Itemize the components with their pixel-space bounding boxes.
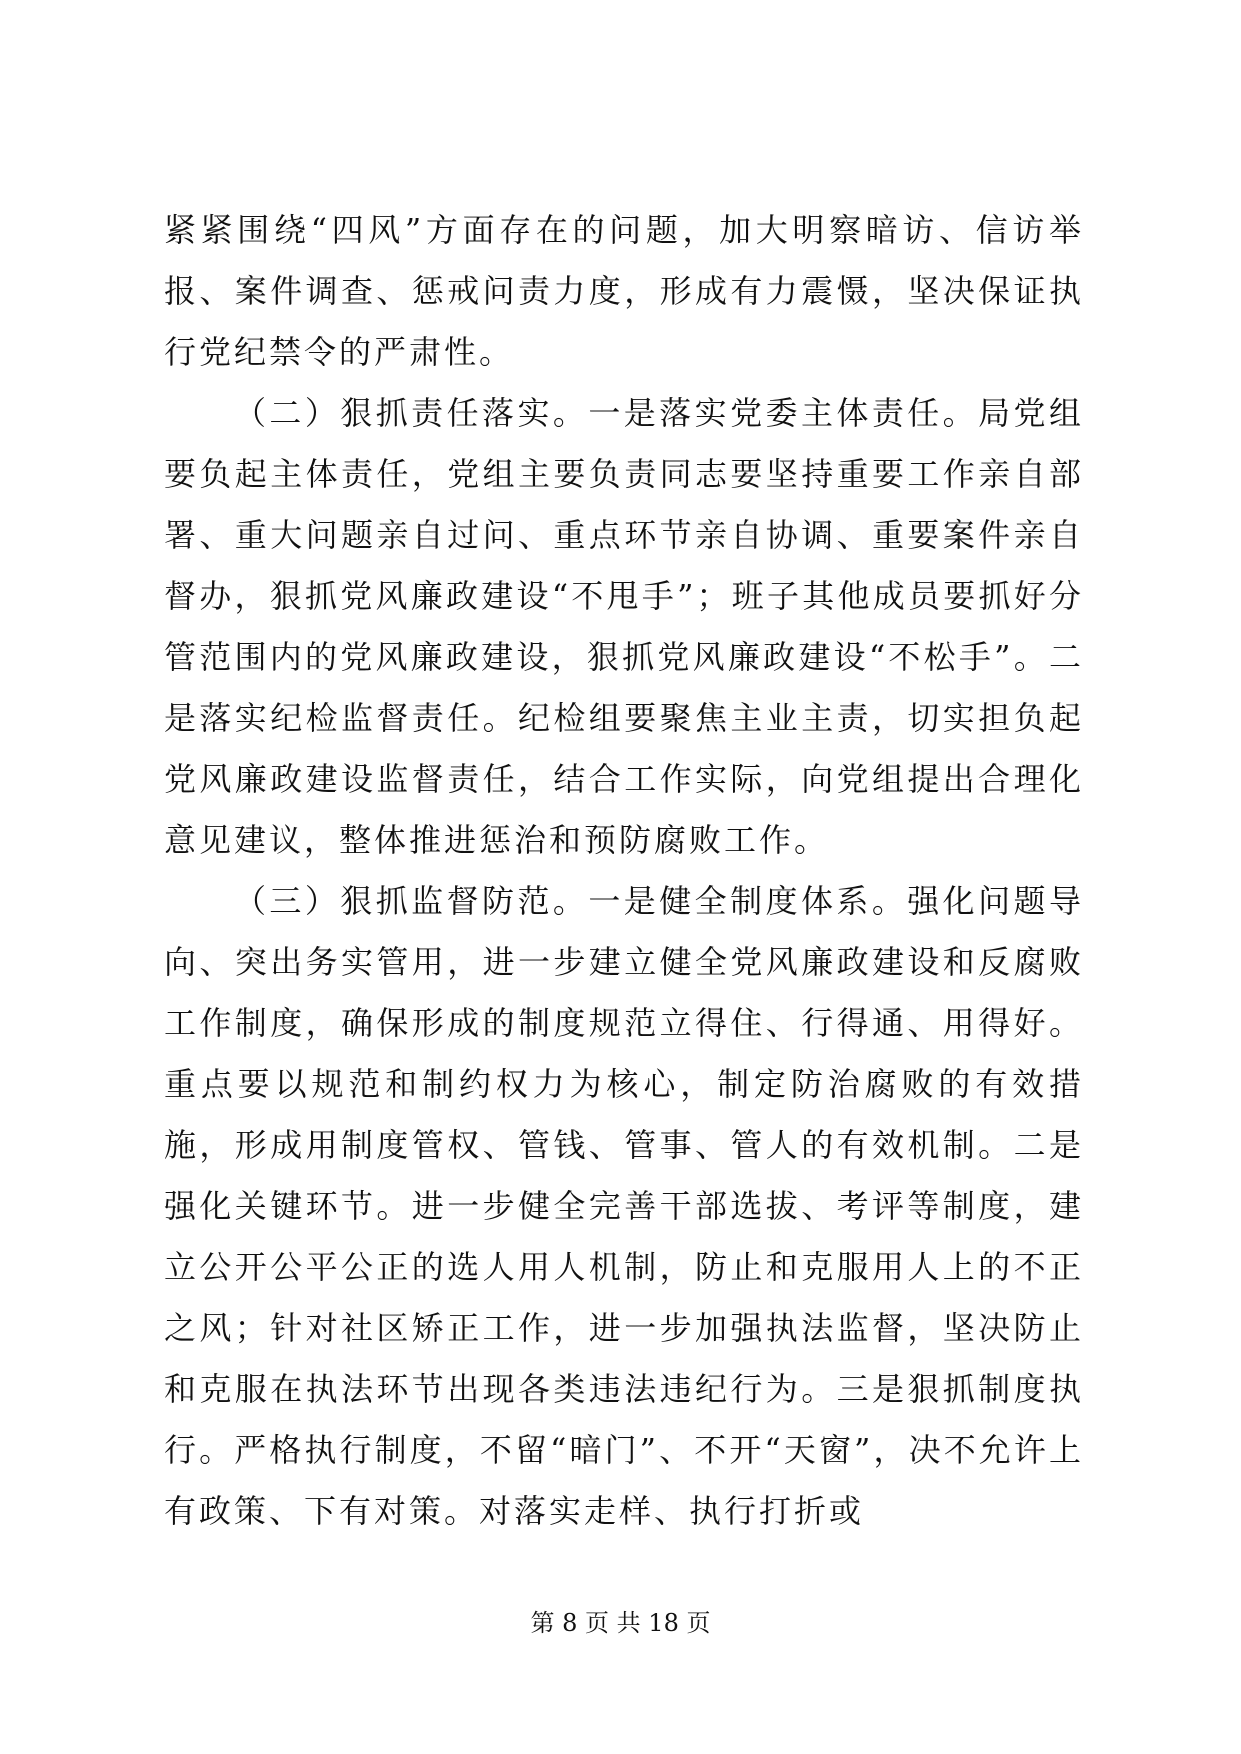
paragraph-3: （三）狠抓监督防范。一是健全制度体系。强化问题导向、突出务实管用，进一步建立健全党风廉政建设和反腐败工作制度，确保形成的制度规范立得住、行得通、用得好。重点要以规范和制约权力为核心，制定防治腐败的有效措施，形成用制度管权、管钱、管事、管人的有效机制。二是强化关键环节。进一步健全完善干部选拔、考评等制度，建立公开公平公正的选人用人机制，防止和克服用人上的不正之风；针对社区矫正工作，进一步加强执法监督，坚决防止和克服在执法环节出现各类违法违纪行为。三是狠抓制度执行。严格执行制度，不留“暗门”、不开“天窗”，决不允许上有政策、下有对策。对落实走样、执行打折或 bbox=[164, 882, 1084, 1530]
paragraph-2: （二）狠抓责任落实。一是落实党委主体责任。局党组要负起主体责任，党组主要负责同志要坚持重要工作亲自部署、重大问题亲自过问、重点环节亲自协调、重要案件亲自督办，狠抓党风廉政建设“不甩手”；班子其他成员要抓好分管范围内的党风廉政建设，狠抓党风廉政建设“不松手”。二是落实纪检监督责任。纪检组要聚焦主业主责，切实担负起党风廉政建设监督责任，结合工作实际，向党组提出合理化意见建议，整体推进惩治和预防腐败工作。 bbox=[164, 394, 1084, 859]
page-footer: 第 8 页 共 18 页 bbox=[530, 1609, 711, 1637]
paragraph-1: 紧紧围绕“四风”方面存在的问题，加大明察暗访、信访举报、案件调查、惩戒问责力度，形成有力震慑，坚决保证执行党纪禁令的严肃性。 bbox=[164, 211, 1084, 371]
document-body bbox=[164, 200, 1084, 1542]
